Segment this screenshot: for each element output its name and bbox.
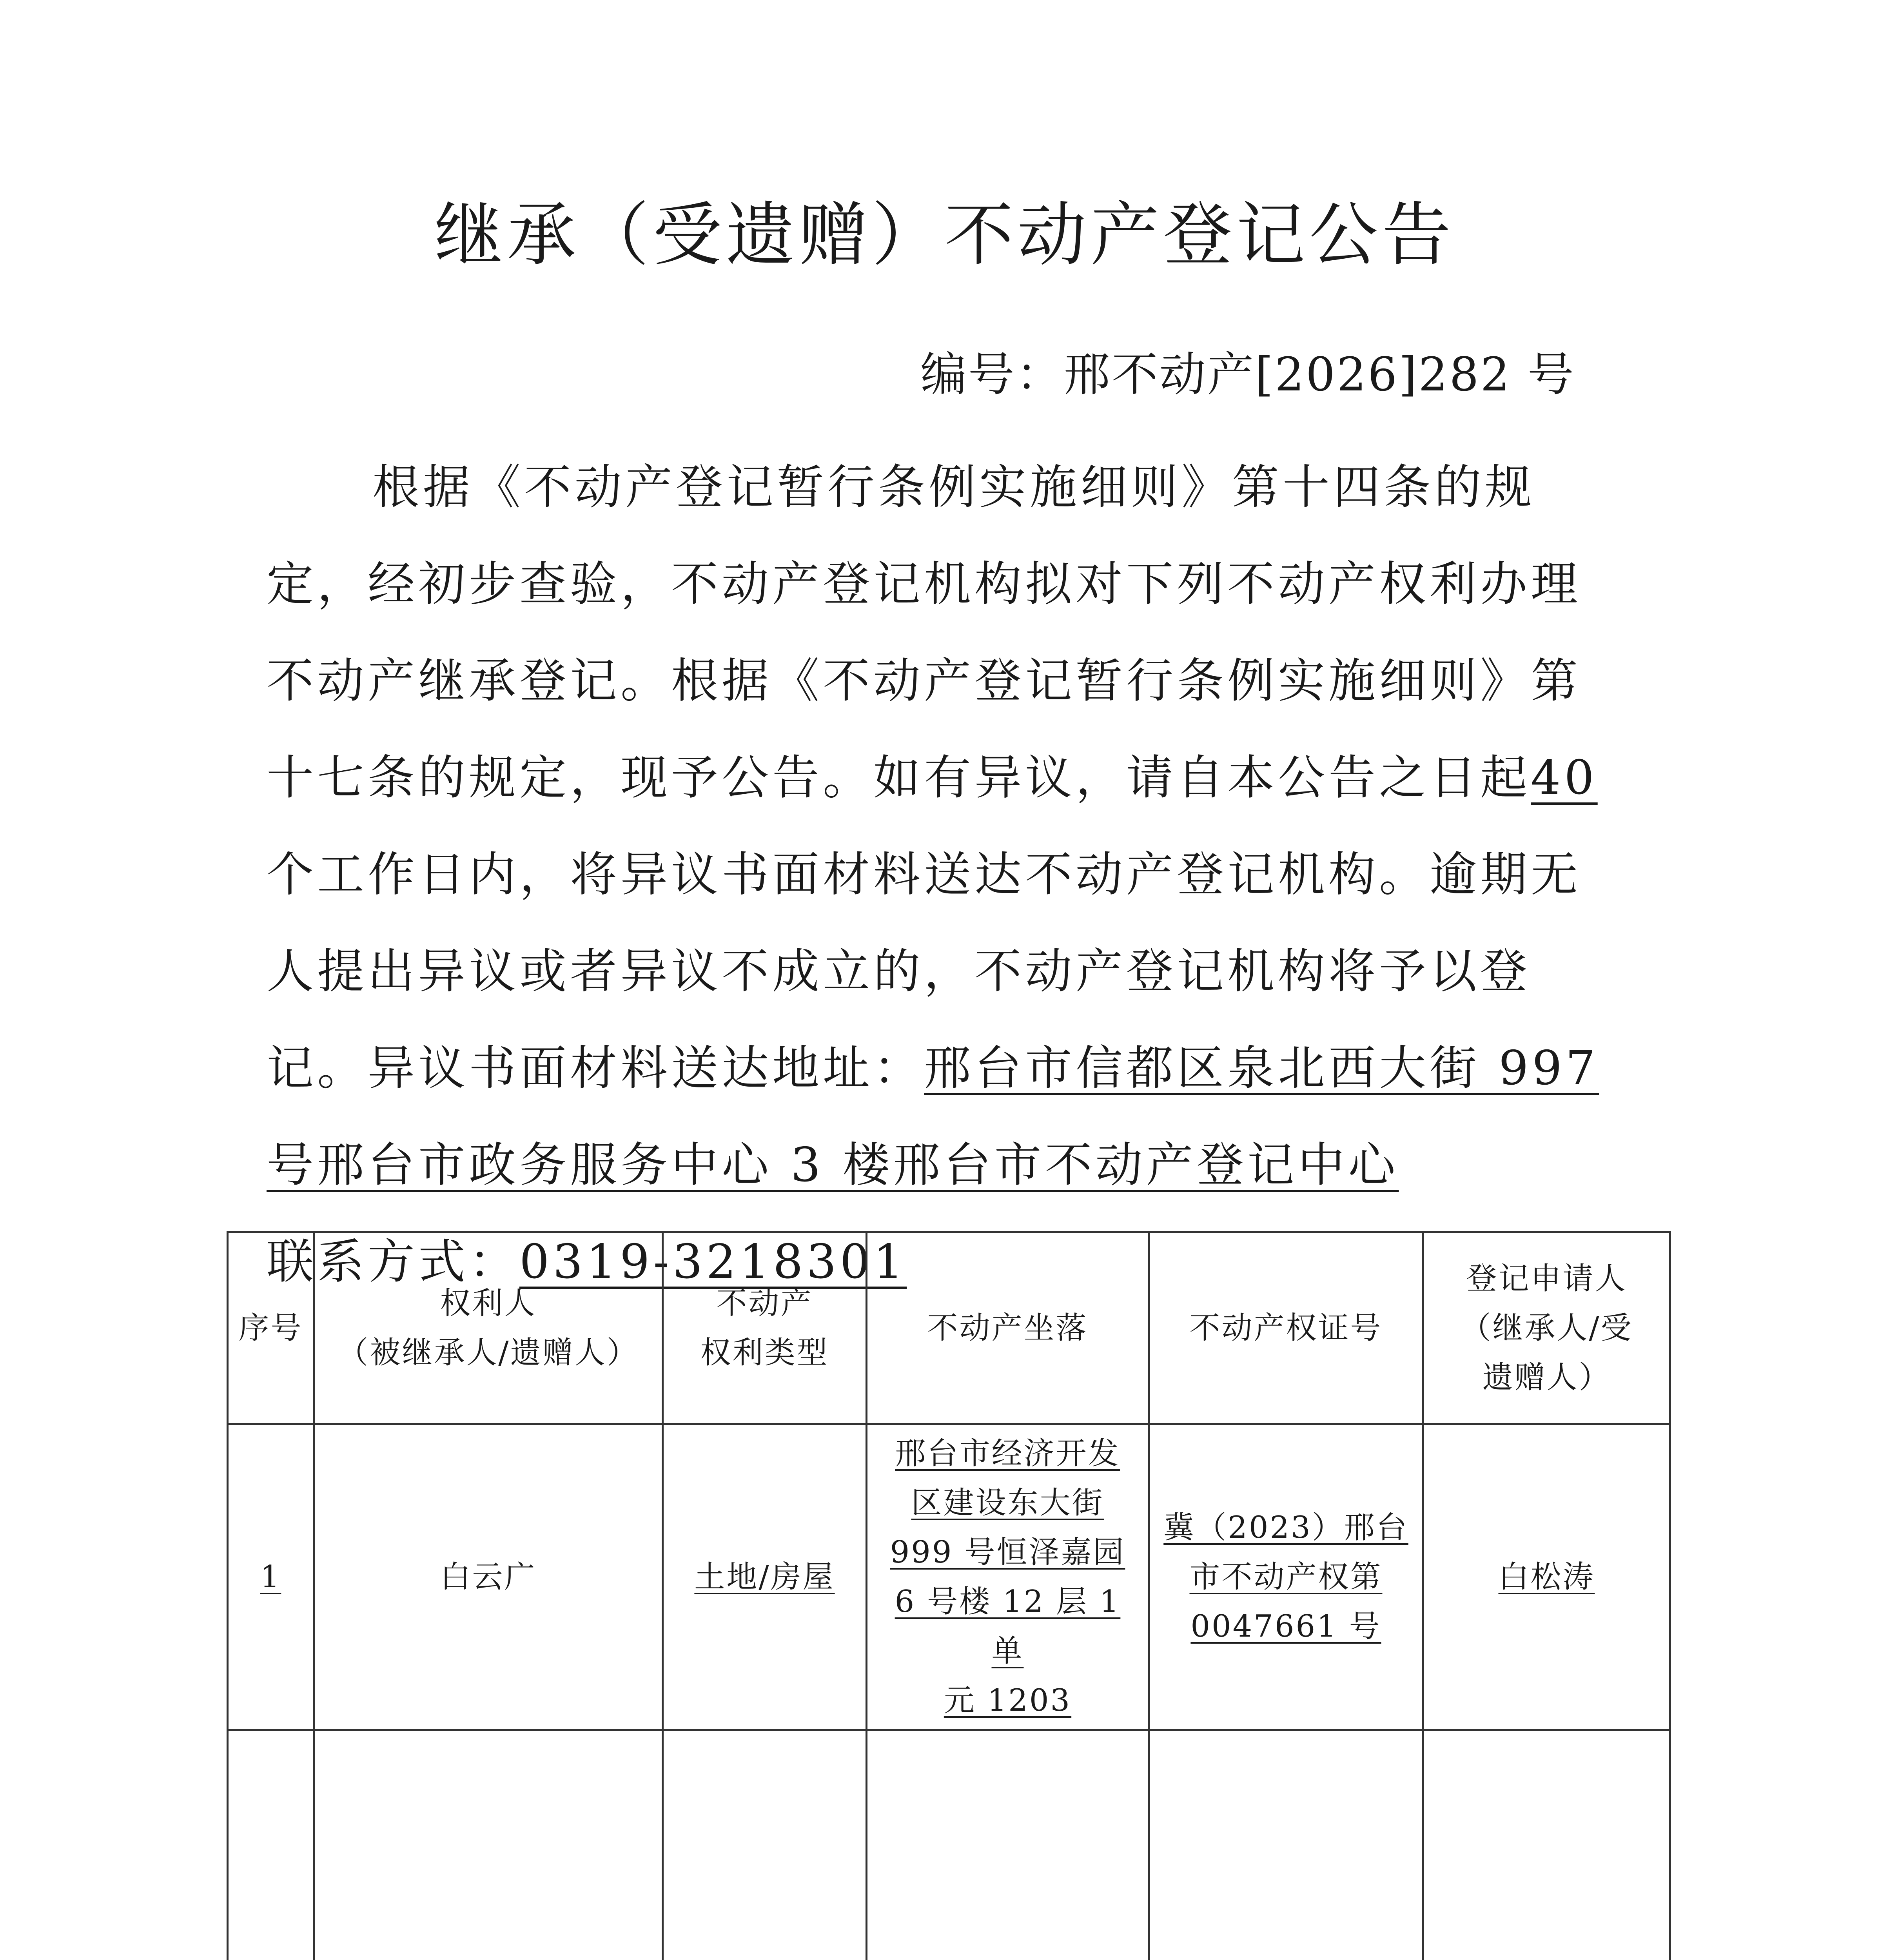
header-holder: 权利人 （被继承人/遗赠人） (314, 1232, 663, 1424)
document-number: 编号：邢不动产[2026]282 号 (920, 347, 1575, 401)
table-header-row (228, 1232, 1670, 1424)
notice-paragraph (267, 439, 1607, 1214)
header-seq: 序号 (228, 1232, 314, 1424)
page-title: 继承（受遗赠）不动产登记公告 (434, 195, 1455, 275)
cell-certificate: 冀（2023）邢台 市不动产权第 0047661 号 (1149, 1424, 1423, 1730)
property-table (227, 1231, 1671, 1960)
table-row (228, 1424, 1670, 1730)
header-certificate: 不动产权证号 (1149, 1232, 1423, 1424)
paragraph-text-end: 个工作日内，将异议书面材料送达不动产登记机构。逾期无人提出异议或者异议不成立的，不动产登记机构将予以登记。 (267, 848, 1581, 1096)
contact-label: 联系方式： (267, 1235, 519, 1289)
cell-right-type: 土地/房屋 (663, 1424, 867, 1730)
header-right-type: 不动产 权利类型 (663, 1232, 867, 1424)
notice-body (267, 439, 1607, 1310)
cell-holder: 白云广 (314, 1424, 663, 1730)
cell-applicant: 白松涛 (1423, 1424, 1670, 1730)
address-label: 异议书面材料送达地址： (368, 1041, 924, 1096)
table-row-empty (228, 1730, 1670, 1960)
cell-seq: 1 (228, 1424, 314, 1730)
address-value: 邢台市信都区泉北西大街 997 号邢台市政务服务中心 3 楼邢台市不动产登记中心 (267, 1041, 1599, 1192)
cell-location: 邢台市经济开发 区建设东大街 999 号恒泽嘉园 6 号楼 12 层 1 单 元 1203 (867, 1424, 1149, 1730)
header-location: 不动产坐落 (867, 1232, 1149, 1424)
header-applicant: 登记申请人 （继承人/受 遗赠人） (1423, 1232, 1670, 1424)
contact-phone: 0319-3218301 (519, 1235, 907, 1289)
objection-days: 40 (1531, 751, 1598, 805)
paragraph-text: 根据《不动产登记暂行条例实施细则》第十四条的规定，经初步查验，不动产登记机构拟对下列不动产权利办理不动产继承登记。根据《不动产登记暂行条例实施细则》第十七条的规定，现予公告。如有异议，请自本公告之日起 (267, 460, 1581, 805)
